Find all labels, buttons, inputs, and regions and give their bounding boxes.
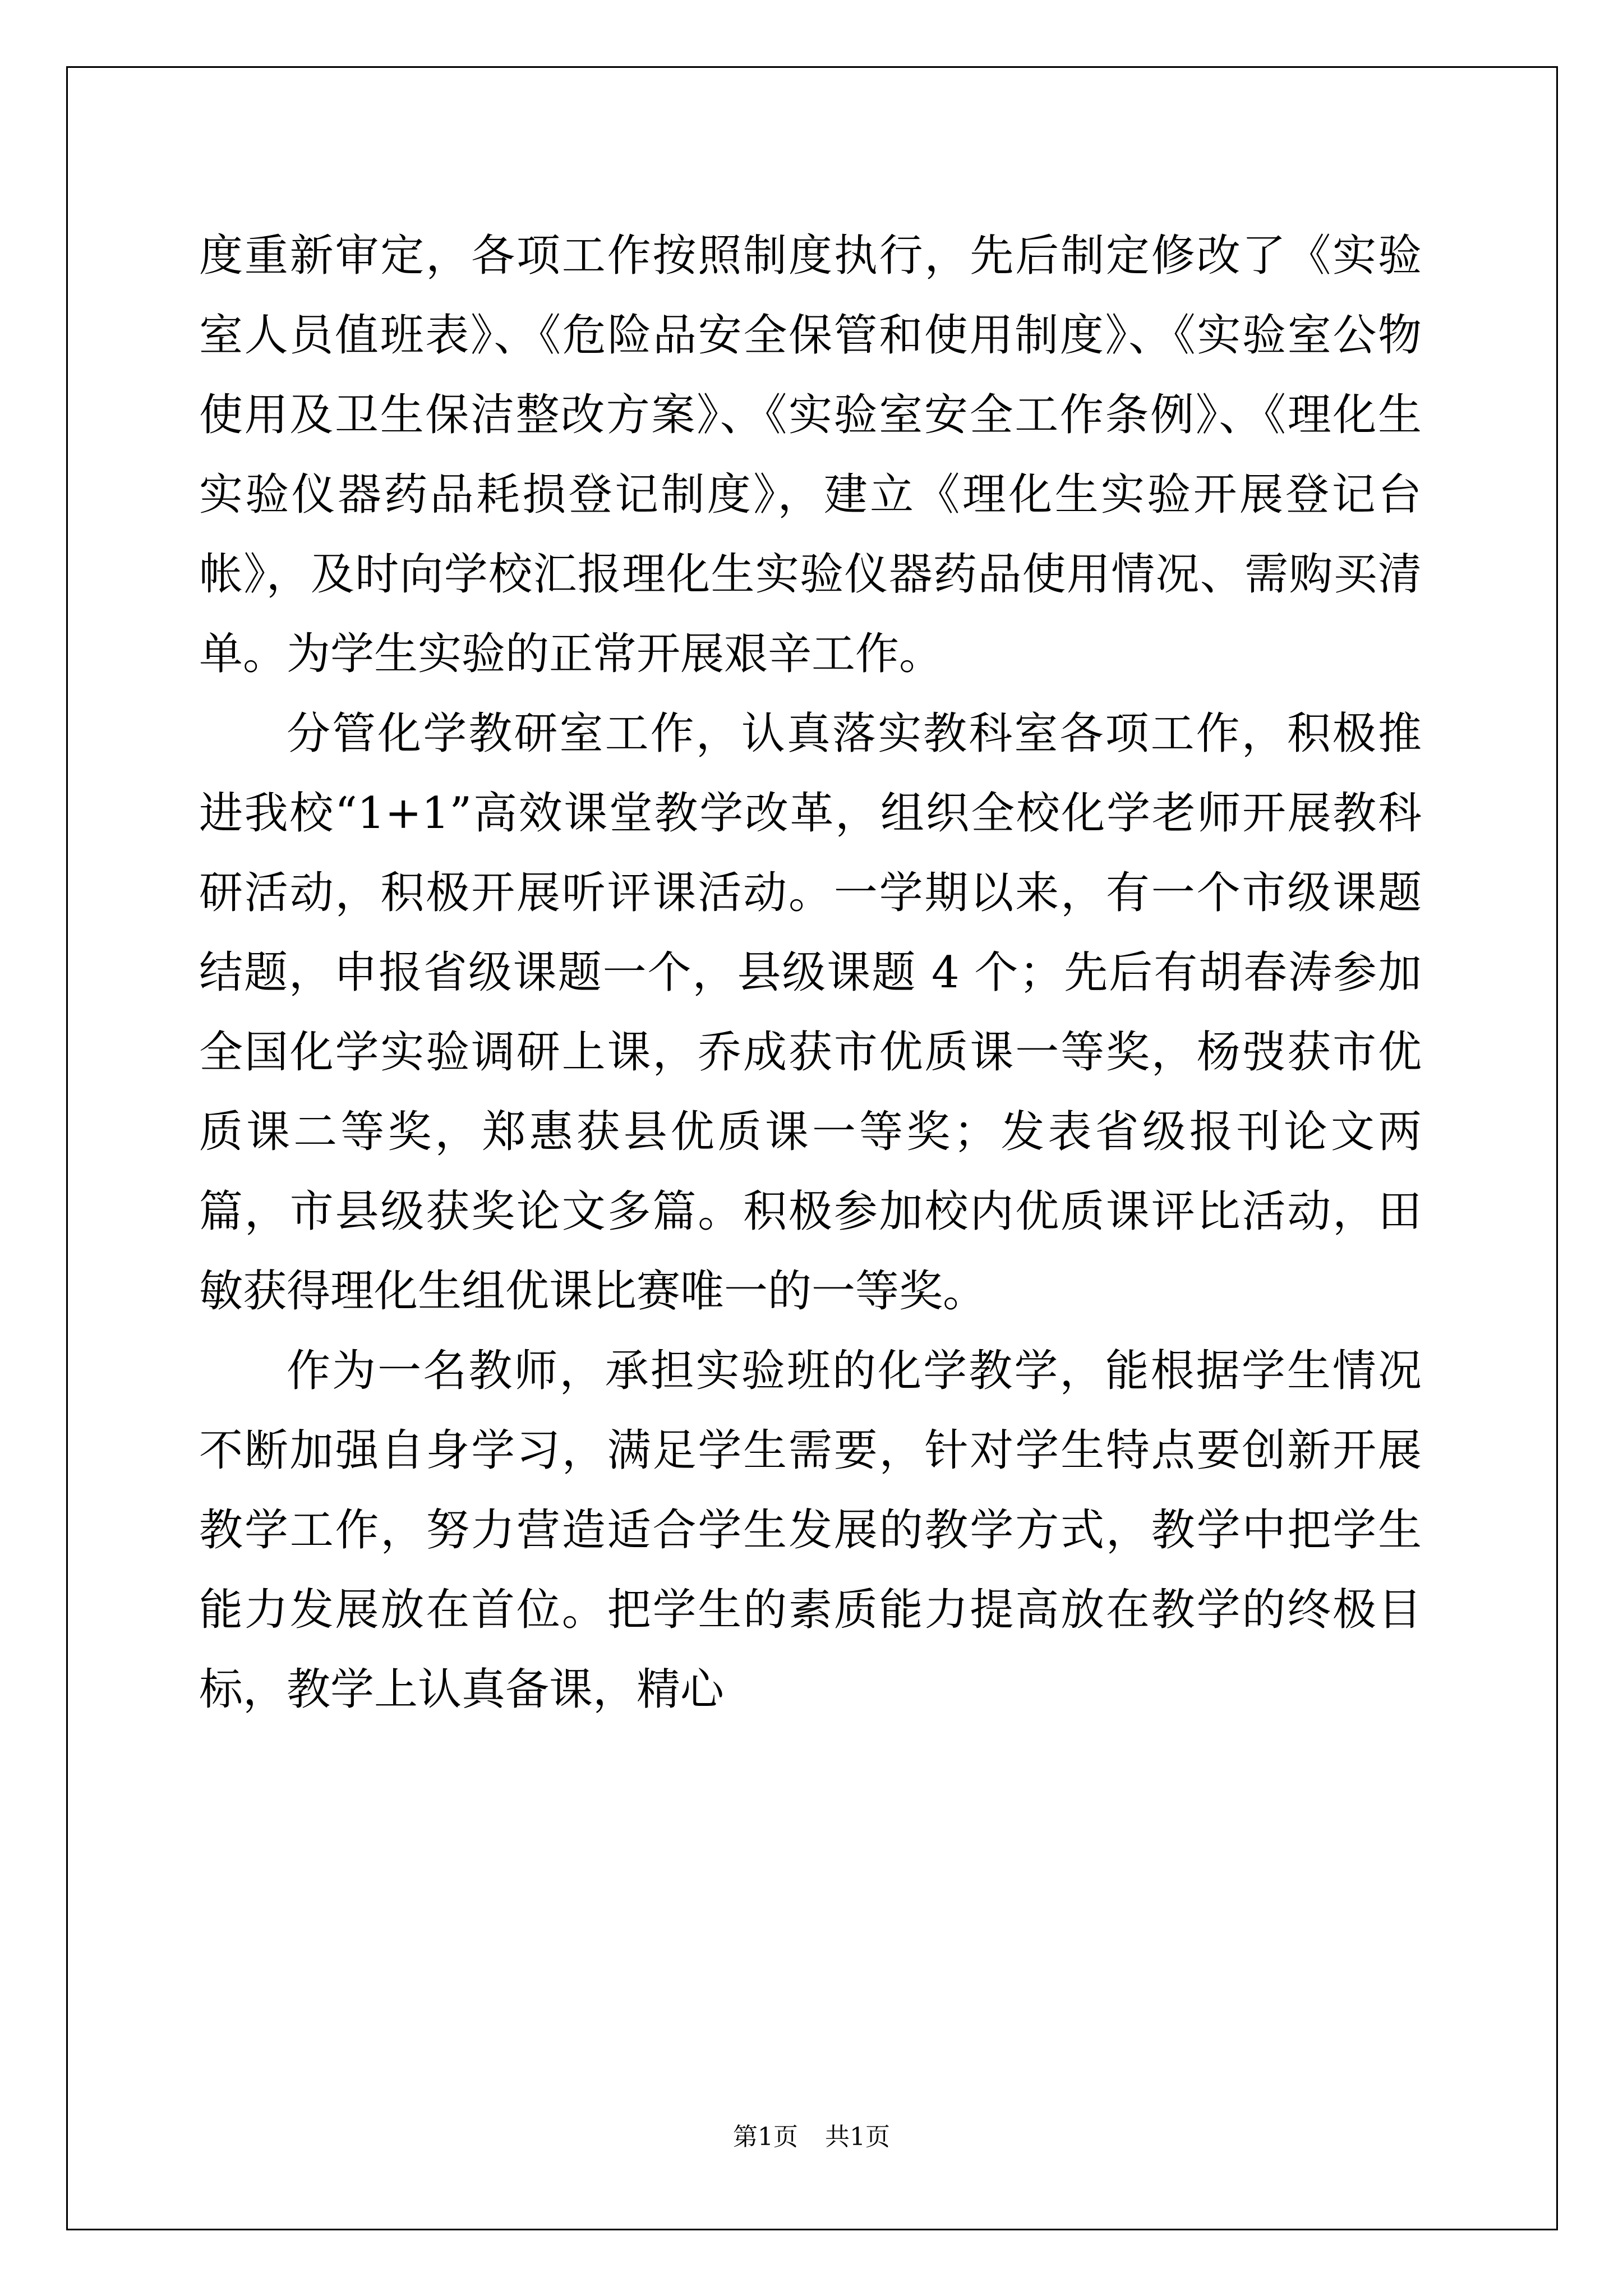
paragraph-3: 作为一名教师，承担实验班的化学教学，能根据学生情况不断加强自身学习，满足学生需要，针对学生特点要创新开展教学工作，努力营造适合学生发展的教学方式，教学中把学生能力发展放在首位。把学生的素质能力提高放在教学的终极目标，教学上认真备课，精心 — [199, 1346, 1422, 1715]
paragraph-1: 度重新审定，各项工作按照制度执行，先后制定修改了《实验室人员值班表》、《危险品安全保管和使用制度》、《实验室公物使用及卫生保洁整改方案》、《实验室安全工作条例》、《理化生实验仪器药品耗损登记制度》，建立《理化生实验开展登记台帐》，及时向学校汇报理化生实验仪器药品使用情况、需购买清单。为学生实验的正常开展艰辛工作。 — [199, 231, 1422, 679]
paragraph-2: 分管化学教研室工作，认真落实教科室各项工作，积极推进我校“1+1”高效课堂教学改革，组织全校化学老师开展教科研活动，积极开展听评课活动。一学期以来，有一个市级课题结题，申报省级课题一个，县级课题 4 个；先后有胡春涛参加全国化学实验调研上课，乔成获市优质课一等奖，杨弢获市优质课二等奖，郑惠获县优质课一等奖；发表省级报刊论文两篇，市县级获奖论文多篇。积极参加校内优质课评比活动，田敏获得理化生组优课比赛唯一的一等奖。 — [199, 708, 1422, 1317]
page-total: 共1页 — [825, 2123, 890, 2151]
page-footer — [0, 2120, 1623, 2154]
document-body — [199, 216, 1422, 1729]
page-number: 第1页 — [733, 2123, 798, 2151]
